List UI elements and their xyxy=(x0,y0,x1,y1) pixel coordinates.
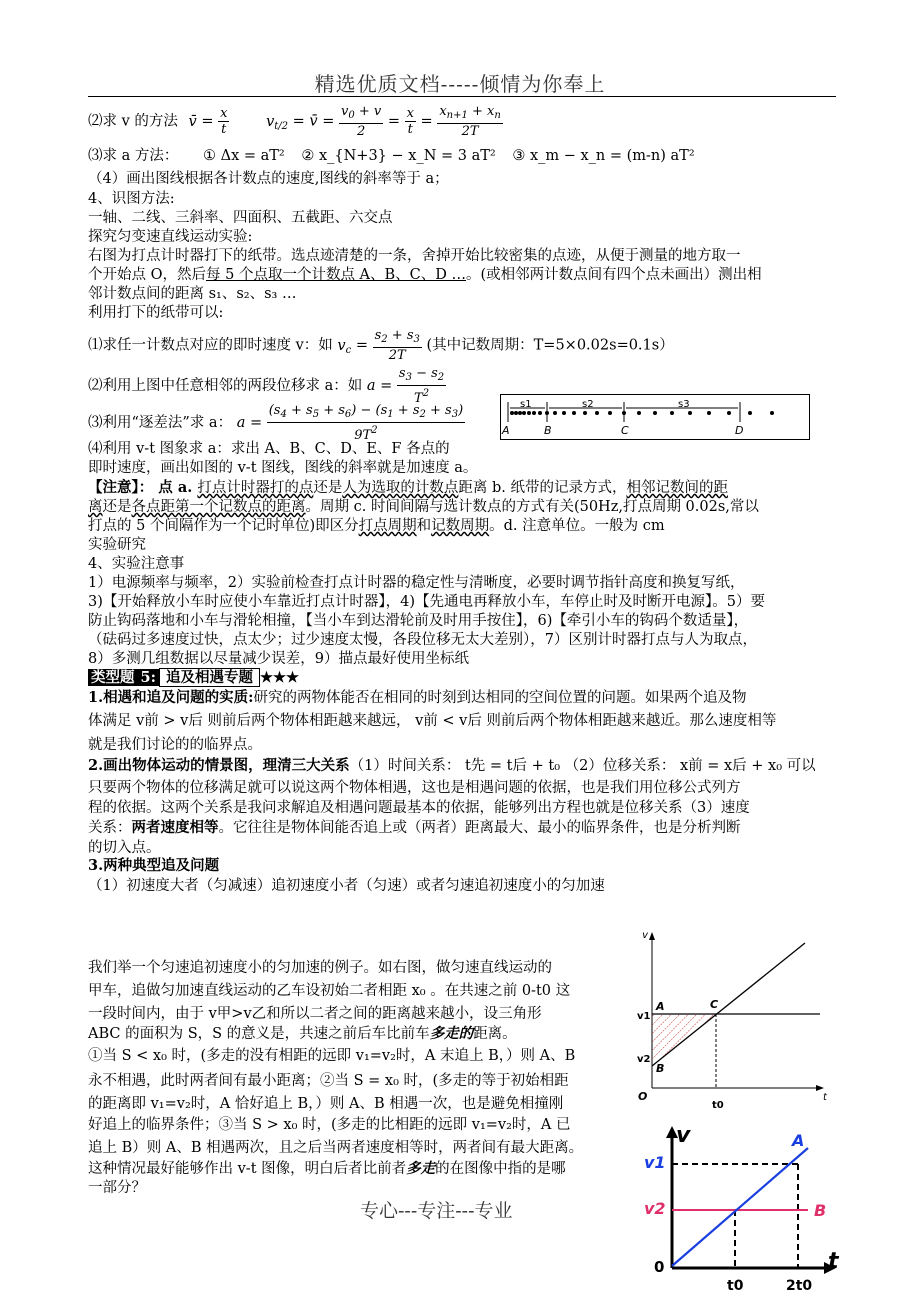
text-line: 8）多测几组数据以尽量减少误差，9）描点最好使用坐标纸 xyxy=(88,651,469,667)
stars: ★★★ xyxy=(259,669,299,686)
text-line: 1.相遇和追及问题的实质:研究的两物体能否在相同的时刻到达相同的空间位置的问题。如果两个追及物 xyxy=(88,689,747,706)
formula-line: ⑶利用“逐差法”求 a： a = $\frac{(s_4 + s_5 + s_6) - (s_1 + s_2 + s_3)}{9T^2}$ xyxy=(88,403,464,443)
text-line: 我们举一个匀速追初速度小的匀加速的例子。如右图，做匀速直线运动的 xyxy=(88,960,552,976)
text-line: 实验研究 xyxy=(88,537,146,553)
svg-text:B: B xyxy=(656,1062,665,1075)
text-line: 3)【开始释放小车时应使小车靠近打点计时器】，4)【先通电再释放小车，车停止时及时断开电源】。5）要 xyxy=(88,594,765,610)
svg-text:A: A xyxy=(656,1000,665,1013)
text-line: 追上 B）则 A、B 相遇两次，且之后当两者速度相等时，两者间有最大距离。 xyxy=(88,1140,584,1156)
svg-text:t0: t0 xyxy=(712,1100,724,1111)
text-line: 即时速度，画出如图的 v-t 图线，图线的斜率就是加速度 a。 xyxy=(88,460,478,476)
text-line: 防止钩码落地和小车与滑轮相撞，【当小车到达滑轮前及时用手按住】，6)【牵引小车的钩码个数适量】， xyxy=(88,613,749,629)
text-line: 4、实验注意事 xyxy=(88,556,185,572)
text-line: 只要两个物体的位移满足就可以说这两个物体相遇，这也是相遇问题的依据，也是我们用位移公式列方 xyxy=(88,780,741,796)
text-line: 这种情况最好能够作出 v-t 图像，明白后者比前者多走的在图像中指的是哪 xyxy=(88,1160,566,1177)
text-line: 一轴、二线、三斜率、四面积、五截距、六交点 xyxy=(88,210,393,226)
tape-s2: s2 xyxy=(582,399,594,410)
svg-text:t: t xyxy=(823,1092,827,1103)
page-header: 精选优质文档-----倾情为你奉上 xyxy=(314,72,606,96)
line-a xyxy=(672,1148,808,1266)
text-line: 4、识图方法: xyxy=(88,191,175,207)
text-line: 3.两种典型追及问题 xyxy=(88,857,220,874)
text-line: 甲车，追做匀加速直线运动的乙车设初始二者相距 x₀ 。在共速之前 0-t0 这 xyxy=(88,983,571,999)
tape-label-b: B xyxy=(544,424,552,437)
text-line: （砝码过多速度过快，点太少；过少速度太慢，各段位移无太大差别），7）区别计时器打点与人为取点， xyxy=(88,632,757,648)
v-method-label: ⑵求 v 的方法 xyxy=(88,113,178,130)
section-heading: 类型题 5: 追及相遇专题 ★★★ xyxy=(88,668,299,688)
svg-text:v2: v2 xyxy=(644,1199,666,1218)
text-line: 程的依据。这两个关系是我问求解追及相遇问题最基本的依据，能够列出方程也就是位移关系（3）速度 xyxy=(88,800,750,816)
page-footer: 专心---专注---专业 xyxy=(360,1200,513,1222)
svg-text:B: B xyxy=(814,1201,827,1220)
text-line: 的距离即 v₁=v₂时，A 恰好追上 B，）则 A、B 相遇一次，也是避免相撞刚 xyxy=(88,1096,564,1112)
text-line: 永不相遇，此时两者间有最小距离；②当 S = x₀ 时，(多走的等于初始相距 xyxy=(88,1073,569,1089)
tape-s1: s1 xyxy=(520,399,532,410)
svg-text:C: C xyxy=(710,998,719,1011)
text-line: 好追上的临界条件；③当 S > x₀ 时，(多走的比相距的远即 v₁=v₂时，A 已 xyxy=(88,1117,571,1133)
tape-dots xyxy=(510,411,774,415)
svg-text:v: v xyxy=(642,930,648,941)
svg-text:A: A xyxy=(792,1131,805,1150)
svg-text:v1: v1 xyxy=(644,1153,666,1172)
text-line: 2.画出物体运动的情景图，理清三大关系（1）时间关系： t先 = t后 + t₀ （2）位移关系： x前 = x后 + x₀ 可以 xyxy=(88,757,816,774)
text-line: 1）电源频率与频率，2）实验前检查打点计时器的稳定性与清晰度，必要时调节指针高度和换复写纸， xyxy=(88,575,745,591)
text-line: ABC 的面积为 S，S 的意义是，共速之前后车比前车多走的距离。 xyxy=(88,1025,517,1042)
formula-line: ⑴求任一计数点对应的即时速度 v：如 $v_c$ = $\frac{s_2 + s_3}{2T}$ (其中记数周期：T=5×0.02s=0.1s） xyxy=(88,328,674,363)
svg-text:0: 0 xyxy=(654,1258,665,1276)
tape-label-d: D xyxy=(735,424,744,437)
header-rule xyxy=(88,96,836,97)
text-line: 邻计数点间的距离 s₁、s₂、s₃ … xyxy=(88,286,297,302)
text-line: 利用打下的纸带可以: xyxy=(88,305,224,321)
svg-text:v: v xyxy=(676,1123,691,1148)
svg-text:v2: v2 xyxy=(637,1054,651,1065)
v-method-line: ⑵求 v 的方法 v̄ = $\frac{x}{t}$ $v_{t/2}$ = v̄ = $\frac{v_0 + v}{2}$ = $\frac{x}{t}$ = $\frac{x_{n+1} + x_n}{2T}$ xyxy=(88,104,501,139)
vt-graph-2 xyxy=(640,1122,860,1298)
svg-text:t0: t0 xyxy=(727,1278,744,1294)
text-line: 个开始点 O，然后每 5 个点取一个计数点 A、B、C、D …。(或相邻两计数点间有四个点未画出）测出相 xyxy=(88,267,762,283)
tape-label-a: A xyxy=(502,424,510,437)
text-line: 体满足 v前 > v后 则前后两个物体相距越来越远， v前 < v后 则前后两个物体相距越来越近。那么速度相等 xyxy=(88,713,777,729)
tape-label-c: C xyxy=(621,424,629,437)
vt-graph-1 xyxy=(630,928,830,1118)
svg-text:v1: v1 xyxy=(637,1011,651,1022)
text-line: 探究匀变速直线运动实验: xyxy=(88,229,253,245)
note-line: 打点的 5 个间隔作为一个记时单位)即区分打点周期和记数周期。d. 注意单位。一般为 cm xyxy=(88,518,665,534)
text-line: ①当 S < x₀ 时，(多走的没有相距的远即 v₁=v₂时，A 末追上 B，）则 A、B xyxy=(88,1048,576,1064)
svg-text:2t0: 2t0 xyxy=(786,1278,813,1294)
svg-text:O: O xyxy=(638,1090,648,1103)
section-tag: 类型题 xyxy=(88,669,138,686)
tape-s3: s3 xyxy=(678,399,690,410)
text-line: （1）初速度大者（匀减速）追初速度小者（匀速）或者匀速追初速度小的匀加速 xyxy=(88,878,605,894)
text-line: 一部分？ xyxy=(88,1180,146,1196)
text-line: 右图为打点计时器打下的纸带。选点迹清楚的一条，舍掉开始比较密集的点迹，从便于测量的地方取一 xyxy=(88,248,741,264)
text-line: 的切入点。 xyxy=(88,840,161,856)
section-title: 追及相遇专题 xyxy=(159,668,260,687)
svg-text:t: t xyxy=(828,1249,839,1274)
text-line: 关系：两者速度相等。它往往是物体间能否追上或（两者）距离最大、最小的临界条件，也是分析判断 xyxy=(88,819,741,836)
text-line: （4）画出图线根据各计数点的速度,图线的斜率等于 a； xyxy=(88,171,449,187)
note-line: 离还是各点距第一个记数点的距离。周期 c. 时间间隔与选计数点的方式有关(50Hz,打点周期 0.02s,常以 xyxy=(88,499,759,515)
tape-diagram xyxy=(500,394,810,440)
text-line: 就是我们讨论的的临界点。 xyxy=(88,737,262,753)
a-method-line: ⑶求 a 方法： ① Δx = aT² ② x_{N+3} − x_N = 3 aT² ③ x_m − x_n = (m-n) aT² xyxy=(88,148,695,164)
note-line: 【注意】： 点 a. 打点计时器打的点还是人为选取的计数点距离 b. 纸带的记录方式，相邻记数间的距 xyxy=(88,479,728,496)
text-line: 一段时间内，由于 v甲>v乙和所以二者之间的距离越来越小，设三角形 xyxy=(88,1006,542,1022)
formula-line: ⑵利用上图中任意相邻的两段位移求 a：如 a = $\frac{s_3 - s_2}{T^2}$ xyxy=(88,366,445,406)
text-line: ⑷利用 v-t 图象求 a：求出 A、B、C、D、E、F 各点的 xyxy=(88,441,450,457)
line-b xyxy=(652,943,805,1066)
